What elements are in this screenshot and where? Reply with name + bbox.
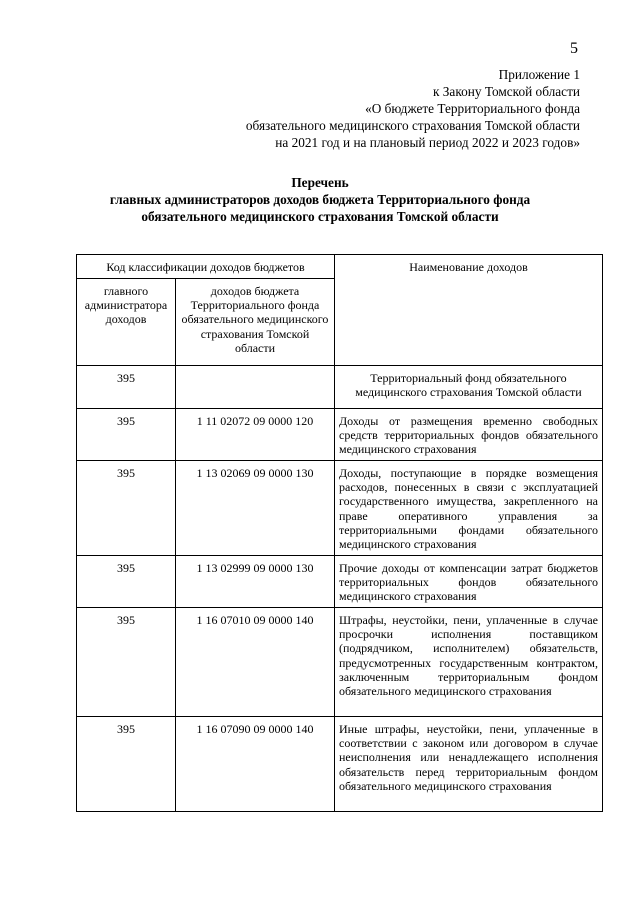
admin-code-cell: 395 (77, 556, 176, 608)
income-name-cell: Иные штрафы, неустойки, пени, уплаченные в соответствии с законом или договором в случае неисполнения или ненадлежащего исполнения обязательств перед территориальным фондом обязательного медицинского страхования (335, 717, 603, 812)
admin-code-cell: 395 (77, 461, 176, 556)
revenue-table (76, 254, 603, 812)
table-row (77, 556, 603, 608)
classification-code-header: Код классификации доходов бюджетов (77, 255, 335, 279)
income-name-cell: Территориальный фонд обязательного медицинского страхования Томской области (335, 366, 603, 409)
title-line: главных администраторов доходов бюджета Территориального фонда (109, 192, 531, 207)
table-row (77, 461, 603, 556)
income-name-cell: Доходы, поступающие в порядке возмещения расходов, понесенных в связи с эксплуатацией государственного имущества, закрепленного на праве оперативного управления за территориальными фондами обязательного медицинского страхования (335, 461, 603, 556)
income-code-cell: 1 16 07010 09 0000 140 (176, 608, 335, 717)
title-line: Перечень (291, 175, 349, 190)
income-name-cell: Прочие доходы от компенсации затрат бюджетов территориальных фондов обязательного медицинского страхования (335, 556, 603, 608)
appendix-line: «О бюджете Территориального фонда (365, 101, 580, 116)
appendix-line: к Закону Томской области (432, 84, 580, 99)
table-row (77, 608, 603, 717)
page-number: 5 (570, 40, 578, 57)
title-line: обязательного медицинского страхования Томской области (141, 209, 499, 224)
table-row (77, 366, 603, 409)
income-name-header: Наименование доходов (335, 255, 603, 366)
table-header-row (77, 255, 603, 279)
admin-code-cell: 395 (77, 608, 176, 717)
admin-code-cell: 395 (77, 717, 176, 812)
income-name-cell: Доходы от размещения временно свободных средств территориальных фондов обязательного медицинского страхования (335, 409, 603, 461)
admin-code-cell: 395 (77, 409, 176, 461)
income-code-cell: 1 11 02072 09 0000 120 (176, 409, 335, 461)
income-code-cell: 1 16 07090 09 0000 140 (176, 717, 335, 812)
income-code-cell: 1 13 02069 09 0000 130 (176, 461, 335, 556)
appendix-line: обязательного медицинского страхования Томской области (245, 118, 580, 133)
table-row (77, 409, 603, 461)
document-title (40, 174, 600, 225)
appendix-line: на 2021 год и на плановый период 2022 и 2023 годов» (275, 135, 580, 150)
income-name-cell: Штрафы, неустойки, пени, уплаченные в случае просрочки исполнения поставщиком (подрядчиком, исполнителем) обязательств, предусмотренных государственным контрактом, заключенным территориальным фондом обязательного медицинского страхования (335, 608, 603, 717)
appendix-line: Приложение 1 (498, 67, 580, 82)
admin-code-cell: 395 (77, 366, 176, 409)
income-code-cell: 1 13 02999 09 0000 130 (176, 556, 335, 608)
appendix-header (180, 66, 580, 151)
admin-code-header: главного администратора доходов (77, 279, 176, 366)
income-code-cell (176, 366, 335, 409)
table-row (77, 717, 603, 812)
income-code-header: доходов бюджета Территориального фонда обязательного медицинского страхования Томской области (176, 279, 335, 366)
